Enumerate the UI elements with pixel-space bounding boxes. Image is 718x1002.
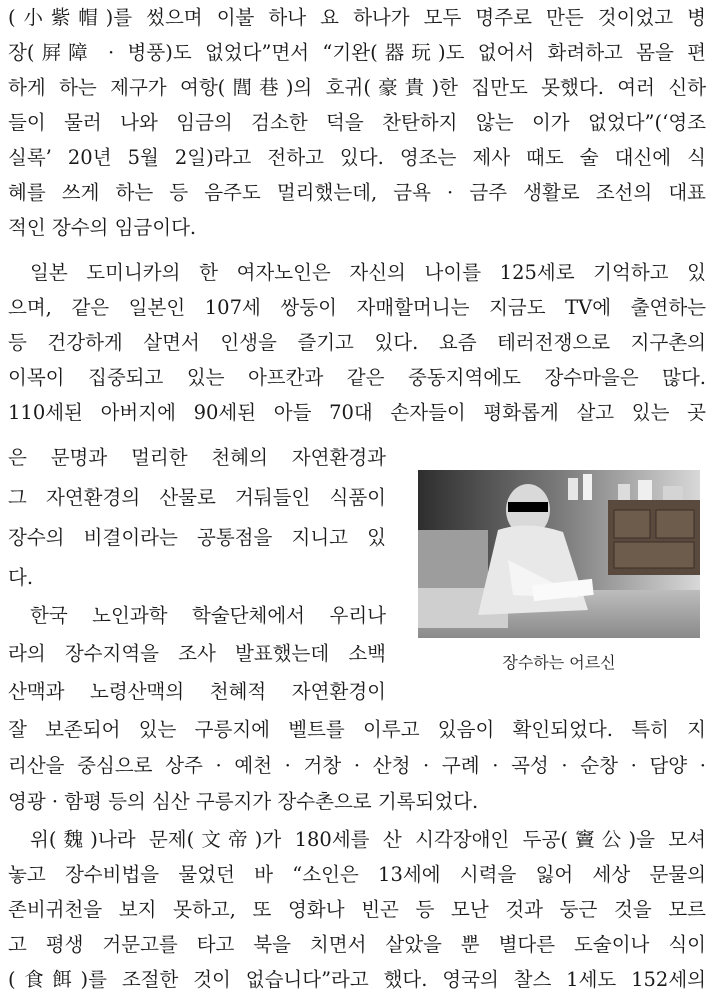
text-line: 110세된 아버지에 90세된 아들 70대 손자들이 평화롭게 살고 있는 곳	[8, 401, 706, 424]
text-line: 적인 장수의 임금이다.	[8, 216, 197, 239]
text-line: 잘 보존되어 있는 구릉지에 벨트를 이루고 있음이 확인되었다. 특히 지	[8, 718, 706, 741]
text-line: 혜를 쓰게 하는 등 음주도 멀리했는데, 금욕 · 금주 생활로 조선의 대표	[8, 181, 706, 204]
text-line: (小紫帽)를 썼으며 이불 하나 요 하나가 모두 명주로 만든 것이었고 병	[8, 6, 706, 29]
text-line: 영광 · 함평 등의 심산 구릉지가 장수촌으로 기록되었다.	[8, 790, 479, 813]
text-line: 으며, 같은 일본인 107세 쌍둥이 자매할머니는 지금도 TV에 출연하는	[8, 296, 706, 319]
text-line: 고 평생 거문고를 타고 북을 치면서 살았을 뿐 별다른 도술이나 식이	[8, 933, 706, 956]
text-line: 들이 물러 나와 임금의 검소한 덕을 찬탄하지 않는 이가 없었다”(‘영조	[8, 111, 706, 134]
text-line: 한국 노인과학 학술단체에서 우리나	[30, 604, 386, 627]
elder-photo-illustration	[418, 470, 700, 638]
text-line: 위(魏)나라 문제(文帝)가 180세를 산 시각장애인 두공(竇公)을 모셔	[30, 828, 706, 851]
elder-photo	[418, 470, 700, 638]
text-line: 리산을 중심으로 상주 · 예천 · 거창 · 산청 · 구례 · 곡성 · 순창 · 담양 ·	[8, 754, 706, 777]
text-line: 그 자연환경의 산물로 거둬들인 식품이	[8, 486, 386, 509]
photo-figure	[418, 470, 700, 683]
text-line: 장(屛障 · 병풍)도 없었다”면서 “기완(器玩)도 없어서 화려하고 몸을 편	[8, 41, 706, 64]
text-line: 실록’ 20년 5월 2일)라고 전하고 있다. 영조는 제사 때도 술 대신에 식	[8, 146, 706, 169]
text-line: 이목이 집중되고 있는 아프칸과 같은 중동지역에도 장수마을은 많다.	[8, 366, 706, 389]
text-line: 존비귀천을 보지 못하고, 또 영화나 빈곤 등 모난 것과 둥근 것을 모르	[8, 898, 706, 921]
text-line: 하게 하는 제구가 여항(閭巷)의 호귀(豪貴)한 집만도 못했다. 여러 신하	[8, 76, 706, 99]
photo-caption: 장수하는 어르신	[502, 653, 616, 672]
text-line: 라의 장수지역을 조사 발표했는데 소백	[8, 642, 386, 665]
text-line: 등 건강하게 살면서 인생을 즐기고 있다. 요즘 테러전쟁으로 지구촌의	[8, 331, 706, 354]
text-line: 다.	[8, 566, 34, 589]
text-line: (食餌)를 조절한 것이 없습니다”라고 했다. 영국의 찰스 1세도 152세의	[8, 968, 706, 991]
text-line: 산맥과 노령산맥의 천혜적 자연환경이	[8, 680, 386, 703]
text-line: 은 문명과 멀리한 천혜의 자연환경과	[8, 446, 386, 469]
text-line: 장수의 비결이라는 공통점을 지니고 있	[8, 526, 386, 549]
text-line: 일본 도미니카의 한 여자노인은 자신의 나이를 125세로 기억하고 있	[30, 261, 706, 284]
text-line: 놓고 장수비법을 물었던 바 “소인은 13세에 시력을 잃어 세상 문물의	[8, 863, 706, 886]
